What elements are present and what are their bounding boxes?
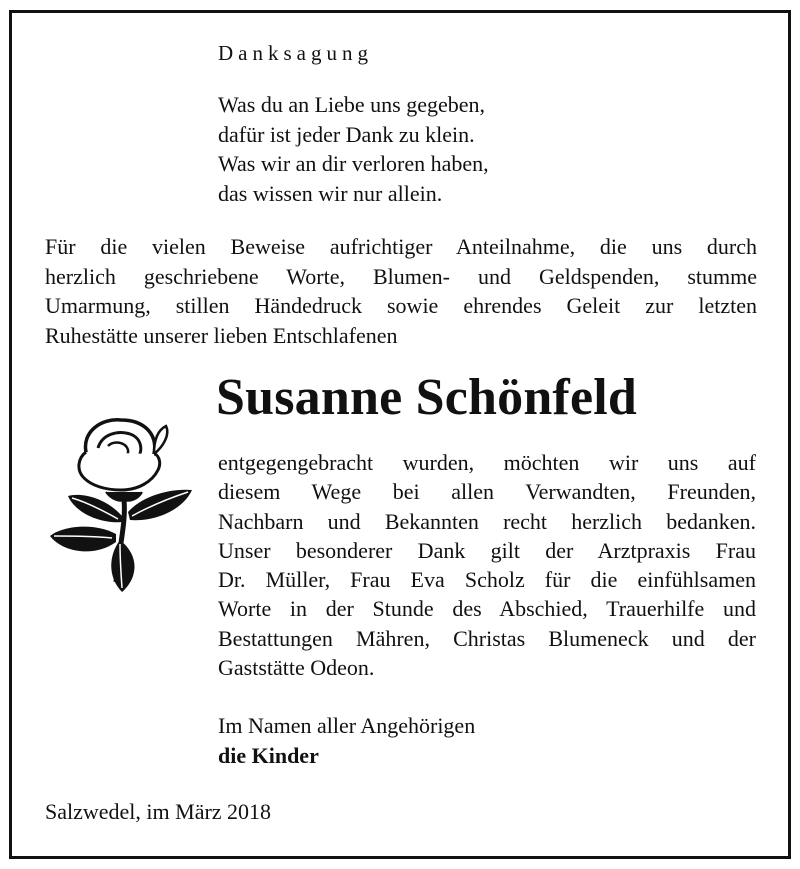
thanks-line: Worte in der Stunde des Abschied, Trauerhilfe und (218, 596, 756, 622)
thanks-line: Gaststätte Odeon. (218, 655, 375, 681)
place-date: Salzwedel, im März 2018 (45, 799, 272, 824)
rose-icon (46, 412, 196, 594)
poem-line: Was wir an dir verloren haben, (218, 151, 489, 176)
intro-line: herzlich geschriebene Worte, Blumen- und Geldspenden, stumme (45, 263, 757, 289)
thanks-line: diesem Wege bei allen Verwandten, Freunden, (218, 479, 756, 505)
signature-family: die Kinder (218, 743, 319, 768)
signature (218, 711, 475, 771)
intro-line: Für die vielen Beweise aufrichtiger Anteilnahme, die uns durch (45, 234, 757, 259)
poem (218, 90, 489, 208)
thanks-line: Unser besonderer Dank gilt der Arztpraxis Frau (218, 537, 756, 563)
intro-paragraph (45, 232, 757, 350)
thanks-line: Bestattungen Mähren, Christas Blumeneck und der (218, 625, 756, 651)
signature-line: Im Namen aller Angehörigen (218, 713, 476, 738)
notice-heading: Danksagung (218, 41, 373, 65)
poem-line: dafür ist jeder Dank zu klein. (218, 121, 475, 147)
intro-line: Umarmung, stillen Händedruck sowie ehrendes Geleit zur letzten (45, 293, 757, 318)
thanks-paragraph (218, 448, 756, 682)
intro-line: Ruhestätte unserer lieben Entschlafenen (45, 322, 398, 348)
thanks-line: Dr. Müller, Frau Eva Scholz für die einfühlsamen (218, 567, 756, 593)
deceased-name: Susanne Schönfeld (216, 369, 637, 426)
poem-line: Was du an Liebe uns gegeben, (218, 92, 486, 117)
poem-line: das wissen wir nur allein. (218, 180, 443, 206)
thanks-line: Nachbarn und Bekannten recht herzlich bedanken. (218, 508, 756, 534)
thanks-line: entgegengebracht wurden, möchten wir uns auf (218, 450, 756, 475)
